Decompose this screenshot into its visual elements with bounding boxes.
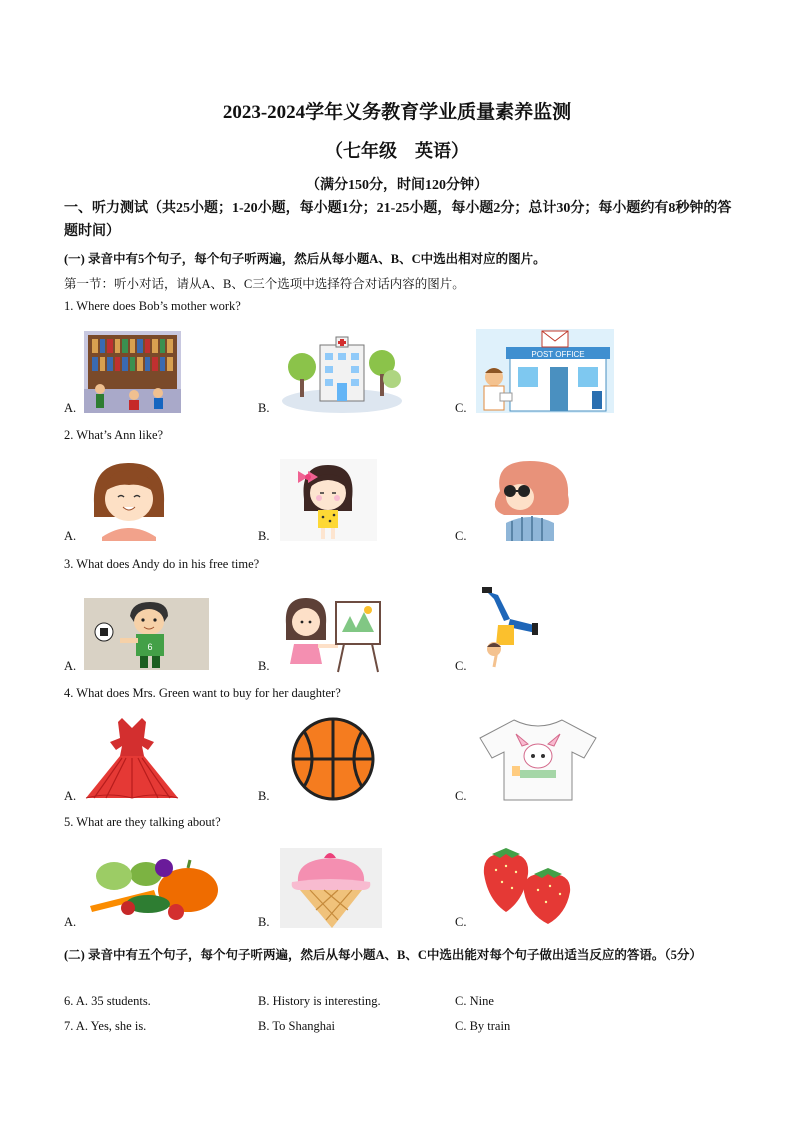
library-picture <box>84 331 181 413</box>
score-time-info: （满分150分，时间120分钟） <box>306 178 488 193</box>
option-label: B. <box>258 789 270 803</box>
boy-dancing-picture <box>480 585 540 673</box>
red-dress-picture <box>84 716 181 802</box>
answer-option: 7. A. Yes, she is. <box>64 1019 147 1033</box>
vegetables-picture <box>84 846 222 922</box>
question-text: 5. What are they talking about? <box>64 815 221 829</box>
question-text: 1. Where does Bob’s mother work? <box>64 299 241 313</box>
part1-note: 第一节：听小对话，请从A、B、C三个选项中选择符合对话内容的图片。 <box>64 277 465 291</box>
t-shirt-picture <box>476 716 600 802</box>
option-label: C. <box>455 915 467 929</box>
girl-with-glasses-picture <box>480 459 577 541</box>
svg-text:6: 6 <box>147 642 153 652</box>
option-label: B. <box>258 659 270 673</box>
ice-cream-picture <box>280 848 382 928</box>
option-label: A. <box>64 401 77 415</box>
post-office-picture <box>476 329 614 413</box>
answer-option: C. Nine <box>455 994 494 1008</box>
option-label: A. <box>64 789 77 803</box>
short-hair-girl-picture <box>88 459 170 541</box>
option-label: A. <box>64 915 77 929</box>
girl-painting-picture <box>280 592 390 674</box>
option-label: C. <box>455 529 467 543</box>
option-label: B. <box>258 915 270 929</box>
option-label: A. <box>64 529 77 543</box>
girl-with-bow-picture <box>280 459 377 541</box>
option-label: B. <box>258 401 270 415</box>
answer-option: C. By train <box>455 1019 511 1033</box>
answer-option: B. History is interesting. <box>258 994 381 1008</box>
svg-text:POST OFFICE: POST OFFICE <box>531 350 585 359</box>
part1-instruction: (一) 录音中有5个句子，每个句子听两遍，然后从每小题A、B、C中选出相对应的图片。 <box>64 252 546 266</box>
section-heading: 一、听力测试（共25小题；1-20小题，每小题1分；21-25小题，每小题2分；总计30分；每小题约有8秒钟的答题时间） <box>64 201 732 239</box>
option-label: C. <box>455 401 467 415</box>
part2-instruction: (二) 录音中有五个句子，每个句子听两遍，然后从每小题A、B、C中选出能对每个句子做出适当反应的答语。（5分） <box>64 948 702 962</box>
basketball-picture <box>284 717 382 801</box>
option-label: A. <box>64 659 77 673</box>
answer-option: 6. A. 35 students. <box>64 994 151 1008</box>
option-label: C. <box>455 659 467 673</box>
hospital-picture <box>280 331 405 413</box>
option-label: C. <box>455 789 467 803</box>
question-text: 3. What does Andy do in his free time? <box>64 557 260 571</box>
grade-subject: （七年级 英语） <box>325 141 469 161</box>
option-label: B. <box>258 529 270 543</box>
strawberries-picture <box>478 844 578 926</box>
page-title: 2023-2024学年义务教育学业质量素养监测 <box>222 102 572 123</box>
question-text: 4. What does Mrs. Green want to buy for her daughter? <box>64 686 341 700</box>
answer-option: B. To Shanghai <box>258 1019 336 1033</box>
boy-playing-soccer-picture <box>84 598 209 670</box>
question-text: 2. What’s Ann like? <box>64 428 164 442</box>
